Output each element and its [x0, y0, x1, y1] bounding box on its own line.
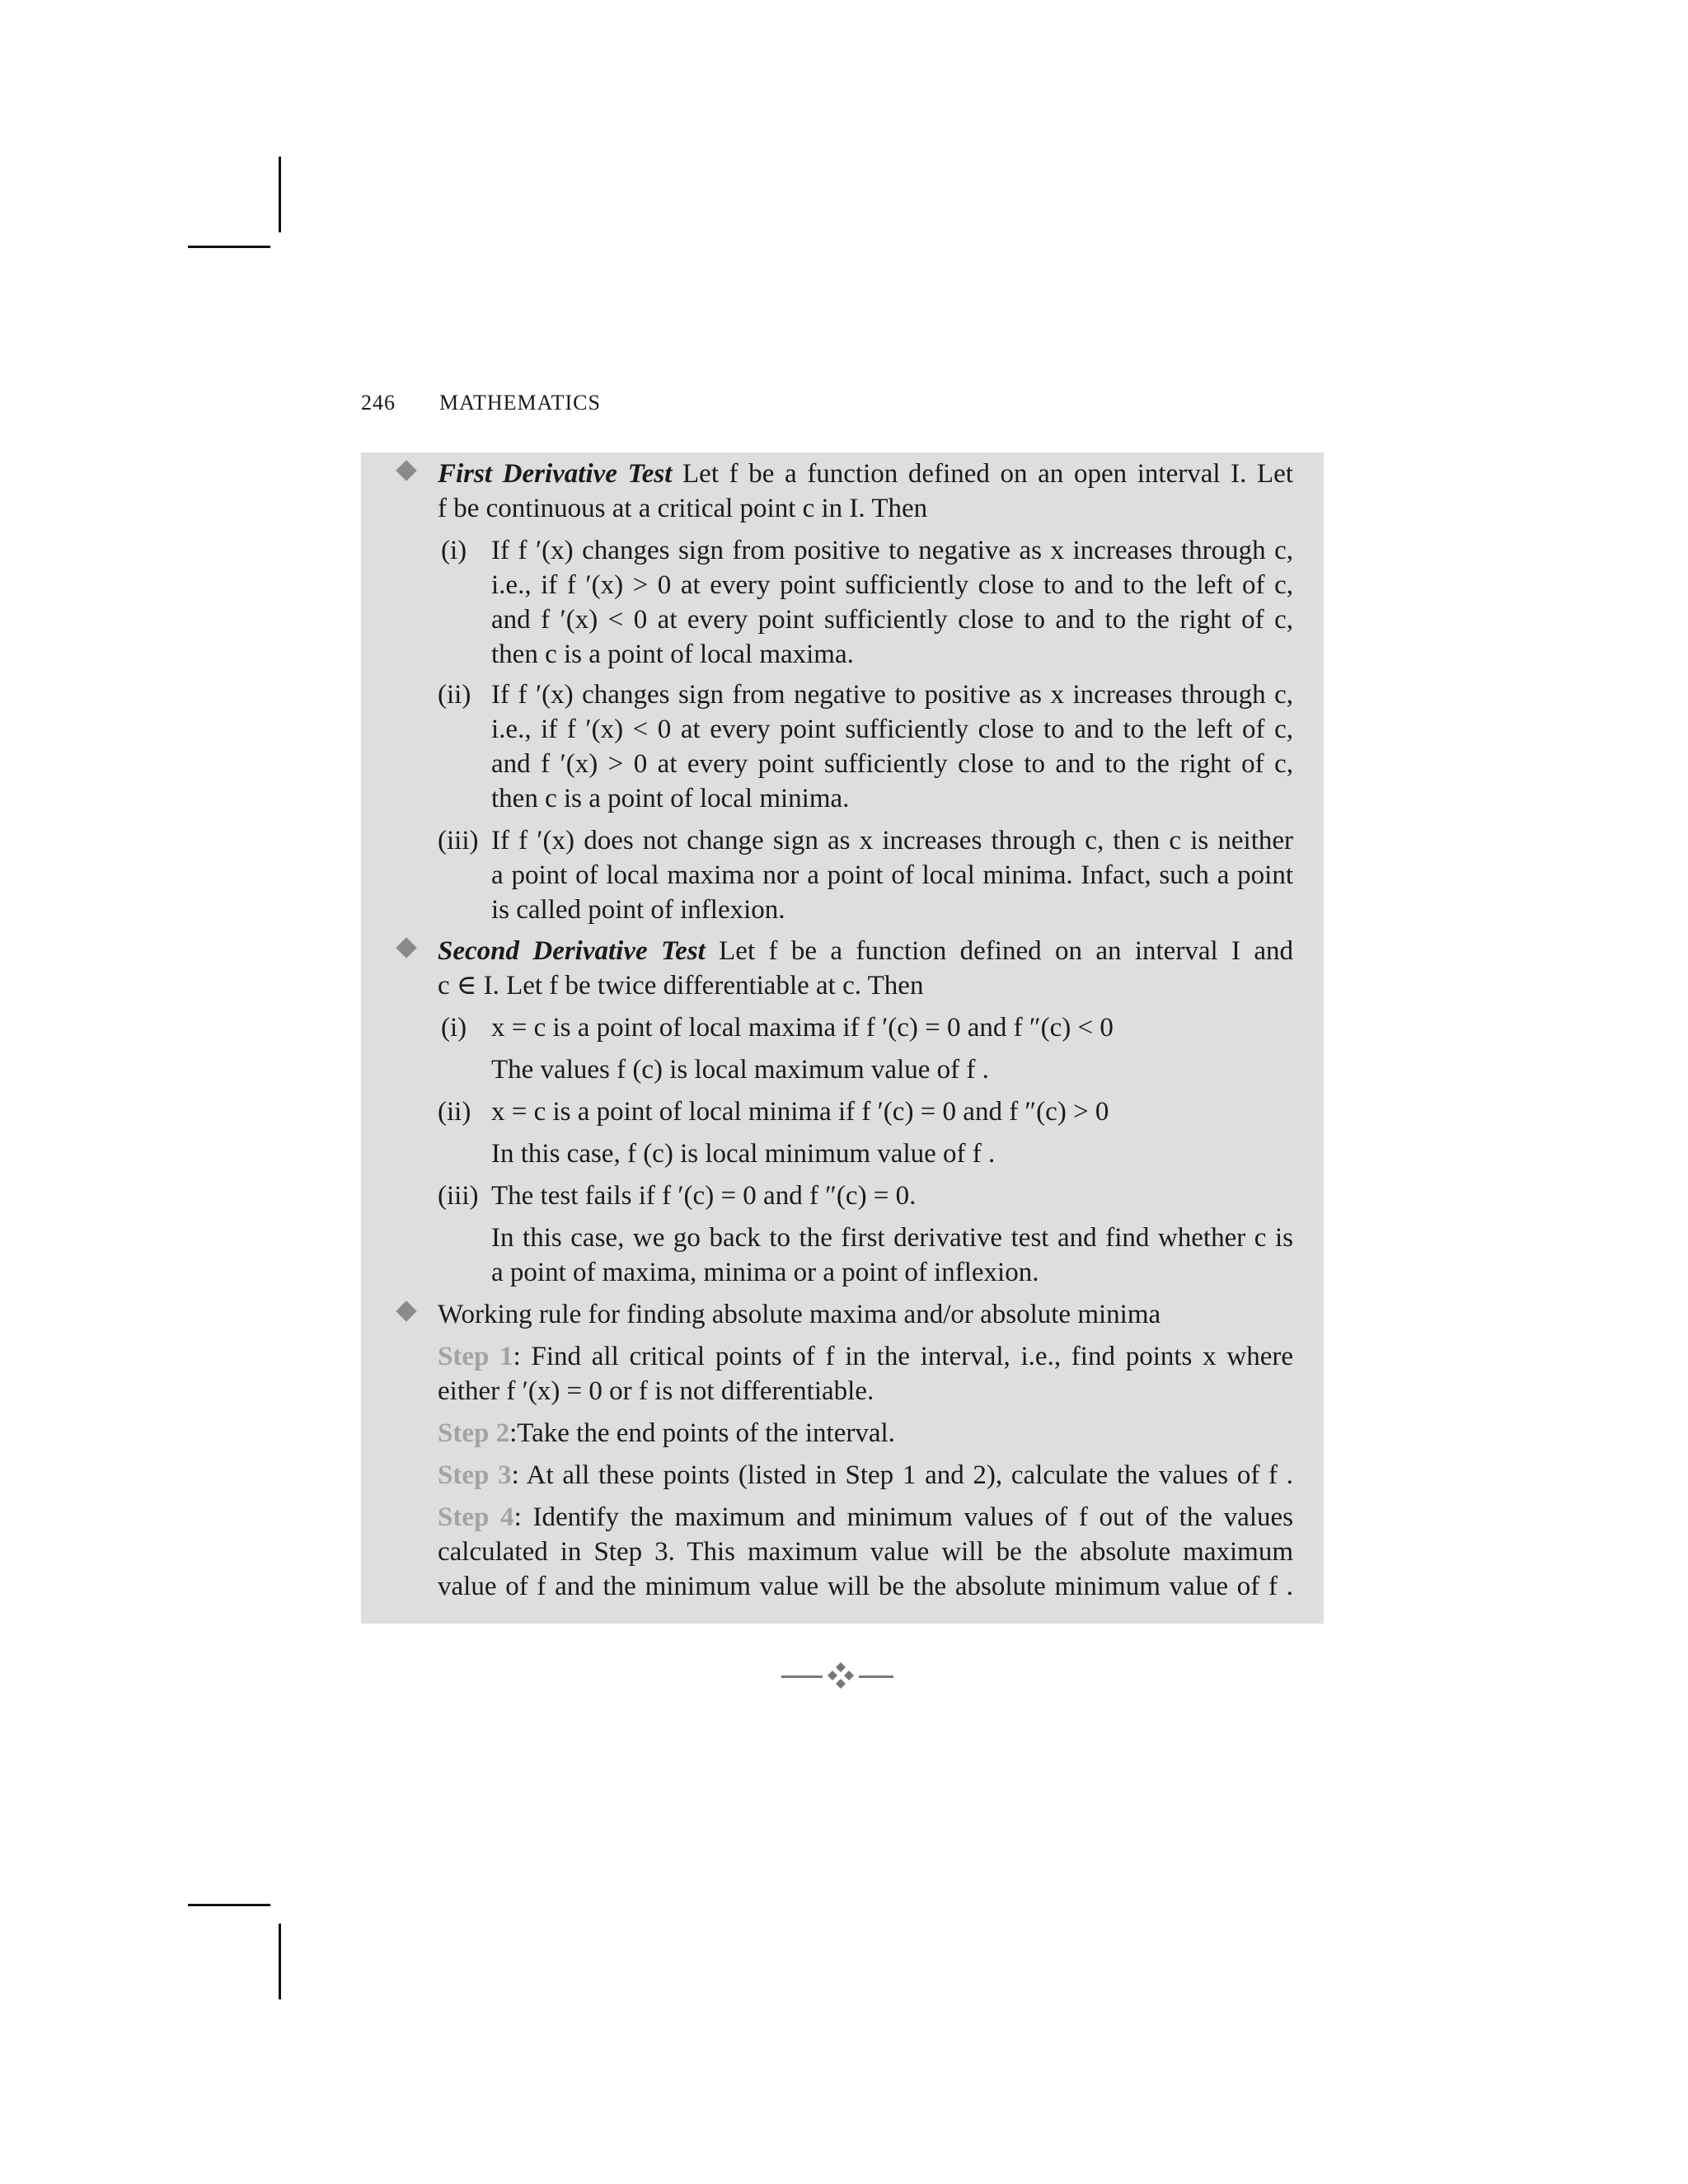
item-line: If f ′(x) does not change sign as x increases through c, then c is neither	[491, 826, 1293, 855]
second-test-intro-line2: c ∈ I. Let f be twice differentiable at c. Then	[438, 971, 924, 1001]
step-label: Step 4	[438, 1502, 514, 1532]
page-number: 246	[361, 391, 396, 415]
second-test-intro-line1: Second Derivative Test Let f be a function defined on an interval I and	[438, 936, 1293, 966]
crop-mark-bottom-horizontal	[188, 1904, 270, 1906]
item-line: is called point of inflexion.	[491, 895, 785, 925]
running-header	[361, 391, 601, 415]
item-line: If f ′(x) changes sign from negative to positive as x increases through c,	[491, 680, 1293, 710]
item-line: x = c is a point of local maxima if f ′(c) = 0 and f ″(c) < 0	[491, 1013, 1114, 1043]
item-line: i.e., if f ′(x) > 0 at every point sufficiently close to and to the left of c,	[491, 570, 1293, 600]
step-line: Step 4: Identify the maximum and minimum values of f out of the values	[438, 1502, 1293, 1532]
step-line: Step 3: At all these points (listed in Step 1 and 2), calculate the values of f .	[438, 1460, 1293, 1490]
item-line: and f ′(x) > 0 at every point sufficiently close to and to the right of c,	[491, 749, 1293, 779]
first-test-title: First Derivative Test	[438, 459, 673, 489]
crop-mark-top-horizontal	[188, 246, 270, 248]
separator-line-right	[859, 1675, 893, 1678]
first-test-intro-line1: First Derivative Test Let f be a function defined on an open interval I. Let	[438, 459, 1294, 489]
item-note: In this case, f (c) is local minimum value of f .	[491, 1139, 996, 1169]
item-note: The values f (c) is local maximum value of f .	[491, 1055, 989, 1085]
item-note: In this case, we go back to the first derivative test and find whether c is	[491, 1223, 1293, 1253]
diamond-icon	[396, 1301, 416, 1321]
book-title: MATHEMATICS	[439, 391, 601, 415]
step-line: calculated in Step 3. This maximum value will be the absolute maximum	[438, 1537, 1293, 1567]
item-line: i.e., if f ′(x) < 0 at every point sufficiently close to and to the left of c,	[491, 715, 1293, 744]
item-line: If f ′(x) changes sign from positive to negative as x increases through c,	[491, 536, 1293, 565]
first-test-intro-line2: f be continuous at a critical point c in I. Then	[438, 494, 928, 523]
item-line: a point of local maxima nor a point of local minima. Infact, such a point	[491, 860, 1293, 890]
step-line: Step 2:Take the end points of the interval.	[438, 1418, 895, 1448]
item-note: a point of maxima, minima or a point of inflexion.	[491, 1258, 1039, 1287]
item-line: then c is a point of local minima.	[491, 784, 850, 813]
step-label: Step 3	[438, 1460, 512, 1490]
item-line: x = c is a point of local minima if f ′(c) = 0 and f ″(c) > 0	[491, 1097, 1109, 1127]
step-label: Step 1	[438, 1342, 513, 1371]
step-line: Step 1: Find all critical points of f in the interval, i.e., find points x where	[438, 1342, 1293, 1371]
crop-mark-bottom-vertical	[279, 1924, 281, 1999]
step-label: Step 2	[438, 1418, 510, 1448]
summary-box	[361, 452, 1324, 1624]
item-label: (i)	[441, 1013, 467, 1043]
working-rule-title: Working rule for finding absolute maxima and/or absolute minima	[438, 1300, 1161, 1329]
four-diamond-separator-icon	[827, 1661, 855, 1690]
crop-mark-top-vertical	[279, 157, 281, 232]
item-label: (iii)	[438, 826, 479, 855]
second-test-title: Second Derivative Test	[438, 936, 706, 966]
step-line: either f ′(x) = 0 or f is not differentiable.	[438, 1376, 874, 1406]
item-label: (ii)	[438, 680, 471, 710]
item-line: then c is a point of local maxima.	[491, 640, 854, 669]
separator-line-left	[781, 1675, 823, 1678]
item-label: (ii)	[438, 1097, 471, 1127]
step-line: value of f and the minimum value will be the absolute minimum value of f .	[438, 1572, 1293, 1601]
item-label: (iii)	[438, 1181, 479, 1211]
item-label: (i)	[441, 536, 467, 565]
diamond-icon	[396, 460, 416, 480]
item-line: and f ′(x) < 0 at every point sufficiently close to and to the right of c,	[491, 605, 1293, 635]
diamond-icon	[396, 937, 416, 958]
item-line: The test fails if f ′(c) = 0 and f ″(c) = 0.	[491, 1181, 917, 1211]
